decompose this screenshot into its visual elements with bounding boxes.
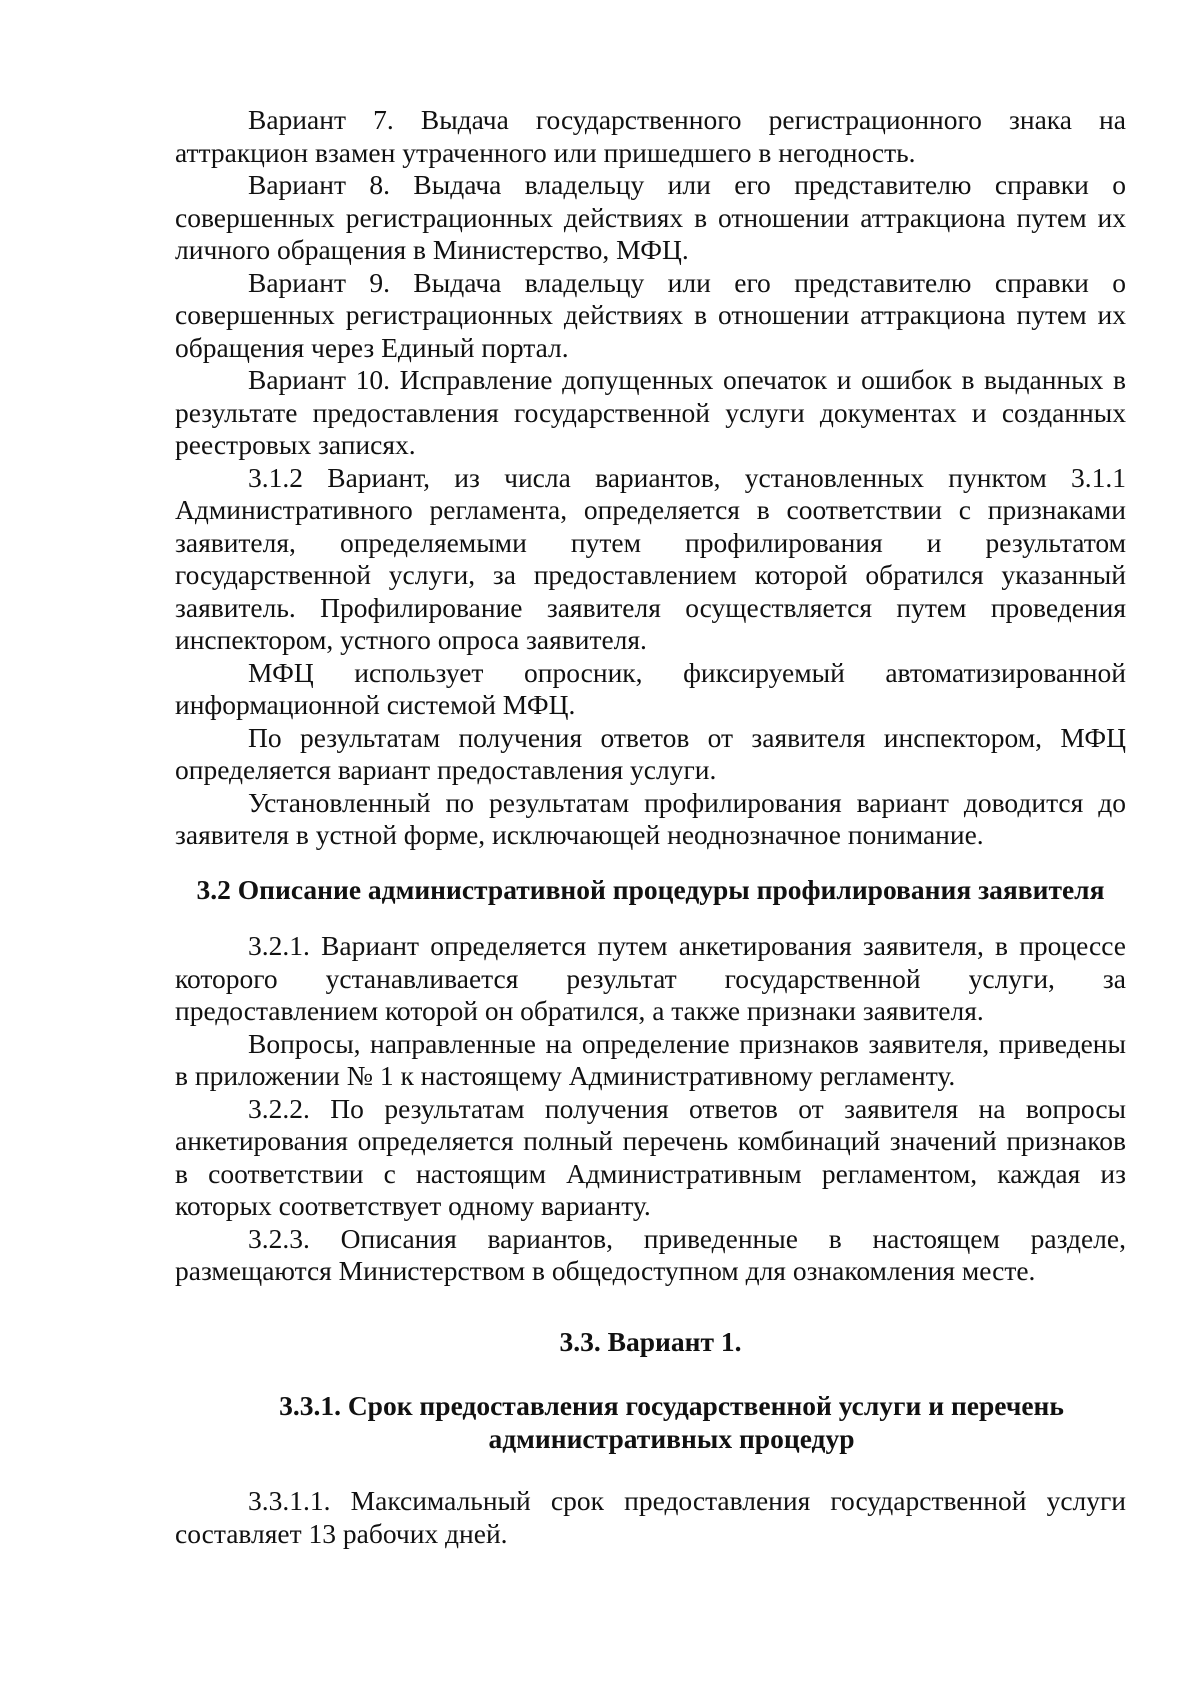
section-heading-3-3: 3.3. Вариант 1. — [559, 1325, 742, 1357]
paragraph-established-variant: Установленный по результатам профилирования вариант доводится до заявителя в устной форме, исключающей неоднозначное понимание. — [175, 786, 1126, 850]
paragraph-3-2-2: 3.2.2. По результатам получения ответов от заявителя на вопросы анкетирования определяется полный перечень комбинаций значений признаков в соответствии с настоящим Административным регламентом, каждая из которых соответствует одному варианту. — [175, 1092, 1126, 1221]
paragraph-3-3-1-1: 3.3.1.1. Максимальный срок предоставления государственной услуги составляет 13 рабочих дней. — [175, 1485, 1126, 1549]
section-heading-3-2: 3.2 Описание административной процедуры профилирования заявителя — [196, 873, 1105, 905]
paragraph-variant-9: Вариант 9. Выдача владельцу или его представителю справки о совершенных регистрационных действиях в отношении аттракциона путем их обращения через Единый портал. — [175, 266, 1126, 363]
paragraph-3-2-1: 3.2.1. Вариант определяется путем анкетирования заявителя, в процессе которого устанавливается результат государственной услуги, за предоставлением которой он обратился, а также признаки заявителя. — [175, 930, 1126, 1026]
paragraph-variant-10: Вариант 10. Исправление допущенных опечаток и ошибок в выданных в результате предоставления государственной услуги документах и созданных реестровых записях. — [175, 364, 1126, 460]
paragraph-mfc-questionnaire: МФЦ использует опросник, фиксируемый автоматизированной информационной системой МФЦ. — [175, 656, 1126, 720]
paragraph-variant-7: Вариант 7. Выдача государственного регистрационного знака на аттракцион взамен утраченного или пришедшего в негодность. — [175, 104, 1126, 168]
paragraph-results-answers: По результатам получения ответов от заявителя инспектором, МФЦ определяется вариант предоставления услуги. — [175, 721, 1126, 785]
paragraph-questions: Вопросы, направленные на определение признаков заявителя, приведены в приложении № 1 к настоящему Административному регламенту. — [175, 1027, 1126, 1091]
paragraph-3-2-3: 3.2.3. Описания вариантов, приведенные в настоящем разделе, размещаются Министерством в общедоступном для ознакомления месте. — [175, 1222, 1126, 1286]
paragraph-variant-8: Вариант 8. Выдача владельцу или его представителю справки о совершенных регистрационных действиях в отношении аттракциона путем их личного обращения в Министерство, МФЦ. — [175, 169, 1126, 265]
paragraph-3-1-2: 3.1.2 Вариант, из числа вариантов, установленных пунктом 3.1.1 Административного регламента, определяется в соответствии с признаками заявителя, определяемыми путем профилирования и результатом государственной услуги, за предоставлением которой обратился указанный заявитель. Профилирование заявителя осуществляется путем проведения инспектором, устного опроса заявителя. — [175, 461, 1126, 655]
document-page — [175, 104, 1126, 1550]
subsection-heading-3-3-1 — [175, 1390, 1126, 1455]
subsection-heading-line-2: административных процедур — [488, 1422, 855, 1454]
subsection-heading-line-1: 3.3.1. Срок предоставления государственной услуги и перечень — [279, 1390, 1064, 1421]
